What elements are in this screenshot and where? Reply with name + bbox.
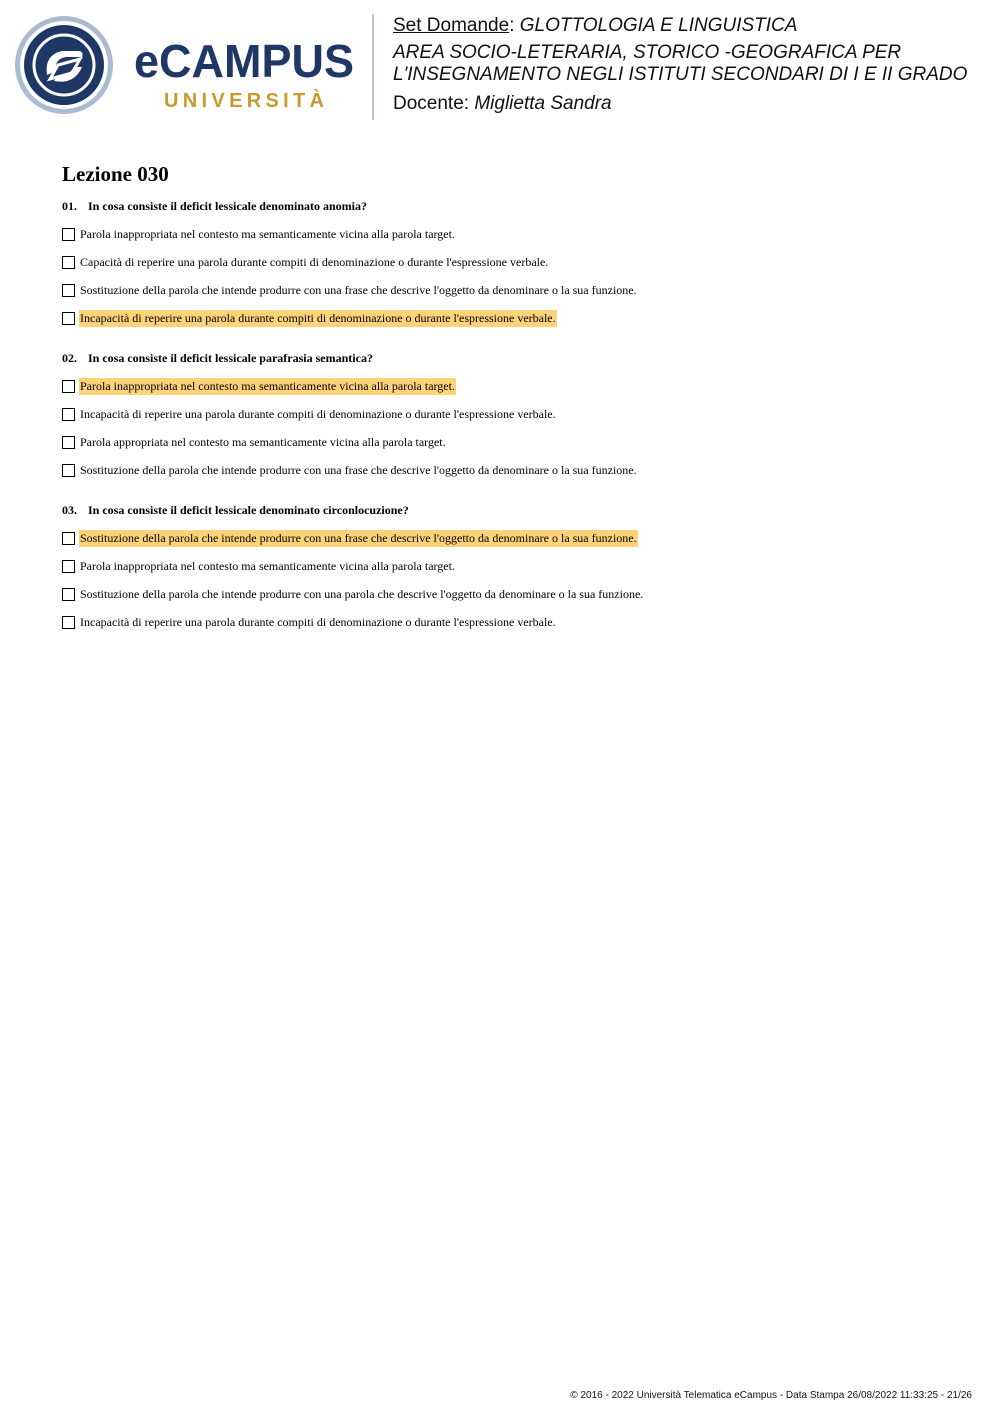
- answer-text-highlighted: Parola inappropriata nel contesto ma semanticamente vicina alla parola target.: [80, 378, 455, 393]
- set-value: GLOTTOLOGIA E LINGUISTICA: [519, 15, 798, 36]
- answer-option[interactable]: [62, 580, 962, 608]
- answer-text-highlighted: Incapacità di reperire una parola durante compiti di denominazione o durante l'espressione verbale.: [80, 310, 556, 325]
- question-text: In cosa consiste il deficit lessicale denominato anomia?: [88, 199, 367, 213]
- answer-checkbox[interactable]: [62, 560, 75, 573]
- answer-option[interactable]: [62, 372, 962, 400]
- logo-brand-text: eCAMPUS: [134, 35, 354, 87]
- set-row: [393, 14, 993, 38]
- area-block: [393, 42, 993, 86]
- area-line-2: L'INSEGNAMENTO NEGLI ISTITUTI SECONDARI DI I E II GRADO: [393, 64, 968, 85]
- answer-text: Sostituzione della parola che intende produrre con una frase che descrive l'oggetto da denominare o la sua funzione.: [80, 462, 637, 477]
- lesson-title: Lezione 030: [62, 162, 169, 186]
- answer-text: Incapacità di reperire una parola durante compiti di denominazione o durante l'espressione verbale.: [80, 614, 556, 629]
- set-label: Set Domande: [393, 15, 510, 36]
- page-header: [0, 0, 1000, 130]
- question-text: In cosa consiste il deficit lessicale denominato circonlocuzione?: [88, 503, 409, 517]
- answer-option[interactable]: [62, 428, 962, 456]
- answer-option[interactable]: [62, 524, 962, 552]
- answer-checkbox[interactable]: [62, 256, 75, 269]
- answer-option[interactable]: [62, 276, 962, 304]
- answer-text: Capacità di reperire una parola durante compiti di denominazione o durante l'espressione verbale.: [80, 254, 549, 269]
- question-block: [62, 198, 962, 332]
- answer-checkbox[interactable]: [62, 616, 75, 629]
- answer-option[interactable]: [62, 456, 962, 484]
- question-block: [62, 502, 962, 636]
- answer-option[interactable]: [62, 552, 962, 580]
- answer-checkbox[interactable]: [62, 312, 75, 325]
- answer-checkbox[interactable]: [62, 464, 75, 477]
- answer-option[interactable]: [62, 248, 962, 276]
- answer-checkbox[interactable]: [62, 588, 75, 601]
- docente-label: Docente:: [393, 93, 475, 114]
- answer-checkbox[interactable]: [62, 408, 75, 421]
- answer-checkbox[interactable]: [62, 284, 75, 297]
- question-heading: [62, 198, 962, 214]
- answer-checkbox[interactable]: [62, 436, 75, 449]
- answer-text: Parola inappropriata nel contesto ma semanticamente vicina alla parola target.: [80, 226, 455, 241]
- question-number: 02.: [62, 351, 77, 365]
- question-number: 01.: [62, 199, 77, 213]
- lesson-content: [62, 160, 962, 654]
- answer-option[interactable]: [62, 220, 962, 248]
- set-separator: :: [509, 15, 520, 36]
- answer-text: Incapacità di reperire una parola durante compiti di denominazione o durante l'espressione verbale.: [80, 406, 556, 421]
- question-heading: [62, 502, 962, 518]
- docente-value: Miglietta Sandra: [474, 93, 612, 114]
- answer-checkbox[interactable]: [62, 228, 75, 241]
- header-divider: [372, 14, 374, 120]
- answer-option[interactable]: [62, 400, 962, 428]
- answer-checkbox[interactable]: [62, 532, 75, 545]
- page-footer: © 2016 - 2022 Università Telematica eCampus - Data Stampa 26/08/2022 11:33:25 - 21/26: [570, 1390, 972, 1401]
- logo-sub-text: UNIVERSITÀ: [164, 90, 324, 112]
- ecampus-logo: [14, 15, 359, 117]
- answer-text: Parola appropriata nel contesto ma semanticamente vicina alla parola target.: [80, 434, 446, 449]
- course-info: [393, 14, 993, 116]
- question-heading: [62, 350, 962, 366]
- answer-text: Parola inappropriata nel contesto ma semanticamente vicina alla parola target.: [80, 558, 455, 573]
- answer-text: Sostituzione della parola che intende produrre con una parola che descrive l'oggetto da denominare o la sua funzione.: [80, 586, 644, 601]
- ecampus-logo-graphic: [14, 15, 359, 117]
- answer-option[interactable]: [62, 608, 962, 636]
- question-text: In cosa consiste il deficit lessicale parafrasia semantica?: [88, 351, 373, 365]
- answer-text: Sostituzione della parola che intende produrre con una frase che descrive l'oggetto da denominare o la sua funzione.: [80, 282, 637, 297]
- question-block: [62, 350, 962, 484]
- question-number: 03.: [62, 503, 77, 517]
- answer-option[interactable]: [62, 304, 962, 332]
- area-line-1: AREA SOCIO-LETERARIA, STORICO -GEOGRAFICA PER: [393, 42, 902, 63]
- answer-checkbox[interactable]: [62, 380, 75, 393]
- docente-row: [393, 92, 993, 116]
- answer-text-highlighted: Sostituzione della parola che intende produrre con una frase che descrive l'oggetto da denominare o la sua funzione.: [80, 530, 637, 545]
